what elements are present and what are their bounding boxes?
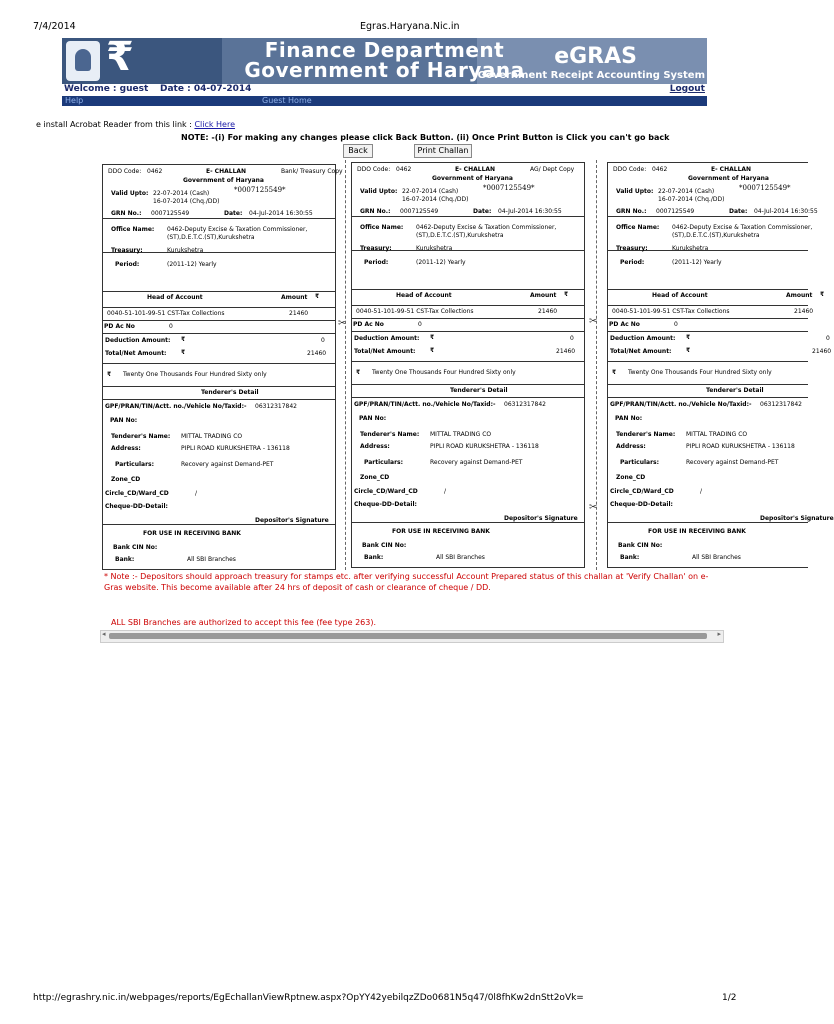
treasury: Kurukshetra — [672, 245, 709, 252]
head-of-account-label: Head of Account — [396, 292, 452, 299]
valid-upto-label: Valid Upto: — [360, 188, 398, 195]
grn-number: 0007125549 — [656, 208, 695, 215]
valid-cash: 22-07-2014 (Cash) — [402, 188, 459, 195]
bank-label: Bank: — [364, 554, 384, 561]
acrobat-text: e install Acrobat Reader from this link : — [36, 120, 195, 129]
tenderer-name: MITTAL TRADING CO — [430, 431, 492, 438]
challan-bank-copy — [102, 164, 343, 570]
challan-title: E- CHALLAN — [455, 166, 496, 173]
head-amount: 21460 — [538, 308, 558, 315]
valid-cash: 22-07-2014 (Cash) — [153, 190, 210, 197]
treasury-label: Treasury: — [360, 245, 392, 252]
pan-label: PAN No: — [359, 415, 387, 422]
deduction-amount: 0 — [826, 335, 830, 342]
pd-account: 0 — [674, 321, 678, 328]
tenderer-name: MITTAL TRADING CO — [686, 431, 748, 438]
period: (2011-12) Yearly — [167, 261, 217, 268]
address: PIPLI ROAD KURUKSHETRA - 136118 — [181, 445, 290, 452]
head-of-account: 0040-51-101-99-51 CST-Tax Collections — [107, 310, 225, 317]
head-of-account: 0040-51-101-99-51 CST-Tax Collections — [612, 308, 730, 315]
rupee-icon: ₹ — [820, 291, 825, 298]
menu-guest-home[interactable]: Guest Home — [262, 96, 312, 105]
current-date: Date : 04-07-2014 — [160, 84, 252, 94]
address-label: Address: — [616, 443, 646, 450]
total-amount: 21460 — [307, 350, 327, 357]
finance-banner — [62, 34, 707, 84]
valid-upto-label: Valid Upto: — [111, 190, 149, 197]
sbi-note: ALL SBI Branches are authorized to accept this fee (fee type 263). — [111, 618, 377, 627]
banner-line1: Finance Department — [264, 38, 505, 62]
menu-bar — [62, 96, 707, 106]
scissor-icon: ✂ — [338, 318, 347, 329]
amount-label: Amount — [530, 292, 557, 299]
pd-account: 0 — [418, 321, 422, 328]
period: (2011-12) Yearly — [416, 259, 466, 266]
treasury-label: Treasury: — [616, 245, 648, 252]
grn-barcode: *0007125549* — [739, 184, 791, 192]
date-label: Date: — [473, 208, 492, 215]
tenderer-name-label: Tenderer's Name: — [360, 431, 420, 438]
acrobat-link[interactable]: Click Here — [194, 120, 236, 129]
head-of-account: 0040-51-101-99-51 CST-Tax Collections — [356, 308, 474, 315]
treasury-label: Treasury: — [111, 247, 143, 254]
head-amount: 21460 — [289, 310, 309, 317]
rupee-icon: ₹ — [107, 371, 112, 378]
back-button[interactable]: Back — [343, 144, 373, 158]
office-label: Office Name: — [616, 224, 660, 231]
address: PIPLI ROAD KURUKSHETRA - 136118 — [430, 443, 539, 450]
challan-date: 04-Jul-2014 16:30:55 — [498, 208, 562, 215]
circle-ward: / — [700, 488, 703, 495]
tenderer-detail-heading: Tenderer's Detail — [201, 389, 259, 396]
bank-cin-label: Bank CIN No: — [362, 542, 407, 549]
depositor-signature: Depositor's Signature — [255, 517, 329, 524]
grn-number: 0007125549 — [400, 208, 439, 215]
menu-help[interactable]: Help — [65, 96, 84, 105]
deduction-amount: 0 — [321, 337, 325, 344]
head-of-account-label: Head of Account — [652, 292, 708, 299]
banner-line2: Government of Haryana — [244, 58, 525, 82]
ddo-code: 0462 — [652, 166, 668, 173]
bank-cin-label: Bank CIN No: — [113, 544, 158, 551]
zone-label: Zone_CD — [111, 476, 141, 483]
pd-label: PD Ac No — [104, 323, 135, 330]
amount-in-words: Twenty One Thousands Four Hundred Sixty only — [123, 371, 267, 378]
amount-in-words: Twenty One Thousands Four Hundred Sixty only — [372, 369, 516, 376]
cheque-label: Cheque-DD-Detail: — [105, 503, 168, 510]
grn-barcode: *0007125549* — [483, 184, 535, 192]
challan-third-copy — [607, 162, 834, 568]
office-name-2: (ST),D.E.T.C.(ST),Kurukshetra — [167, 234, 255, 241]
bank-cin-label: Bank CIN No: — [618, 542, 663, 549]
particulars-label: Particulars: — [364, 459, 404, 466]
grn-number: 0007125549 — [151, 210, 190, 217]
circle-label: Circle_CD/Ward_CD — [354, 488, 418, 495]
acrobat-notice — [36, 120, 235, 129]
tenderer-name-label: Tenderer's Name: — [616, 431, 676, 438]
period-label: Period: — [115, 261, 140, 268]
office-name-2: (ST),D.E.T.C.(ST),Kurukshetra — [672, 232, 760, 239]
rupee-icon: ₹ — [356, 369, 361, 376]
gov-name: Government of Haryana — [432, 175, 513, 182]
bank-label: Bank: — [620, 554, 640, 561]
head-of-account-label: Head of Account — [147, 294, 203, 301]
address-label: Address: — [360, 443, 390, 450]
circle-label: Circle_CD/Ward_CD — [610, 488, 674, 495]
scrollbar-thumb[interactable] — [109, 633, 707, 639]
scissor-icon: ✂ — [589, 502, 598, 513]
gpf-label: GPF/PRAN/TIN/Actt. no./Vehicle No/Taxid:- — [105, 403, 247, 410]
bank-use-heading: FOR USE IN RECEIVING BANK — [143, 530, 241, 537]
particulars: Recovery against Demand-PET — [181, 461, 274, 468]
bank-label: Bank: — [115, 556, 135, 563]
office-name: 0462-Deputy Excise & Taxation Commissioner, — [416, 224, 557, 231]
particulars-label: Particulars: — [115, 461, 155, 468]
cheque-label: Cheque-DD-Detail: — [354, 501, 417, 508]
bank-use-heading: FOR USE IN RECEIVING BANK — [392, 528, 490, 535]
office-label: Office Name: — [360, 224, 404, 231]
welcome-text: Welcome : guest — [64, 84, 149, 94]
valid-chq: 16-07-2014 (Chq./DD) — [153, 198, 220, 205]
depositor-signature: Depositor's Signature — [504, 515, 578, 522]
ddo-code: 0462 — [396, 166, 412, 173]
office-label: Office Name: — [111, 226, 155, 233]
date-label: Date: — [729, 208, 748, 215]
print-site-title: Egras.Haryana.Nic.in — [360, 21, 460, 32]
ddo-code-label: DDO Code: — [108, 168, 142, 175]
ddo-code-label: DDO Code: — [613, 166, 647, 173]
rupee-logo-icon: ₹ — [106, 34, 134, 80]
scroll-right-icon[interactable]: ▸ — [717, 630, 721, 638]
circle-ward: / — [195, 490, 198, 497]
valid-upto-label: Valid Upto: — [616, 188, 654, 195]
pd-label: PD Ac No — [609, 321, 640, 328]
office-name-2: (ST),D.E.T.C.(ST),Kurukshetra — [416, 232, 504, 239]
bank-name: All SBI Branches — [436, 554, 485, 561]
banner-system-name: Government Receipt Accounting System — [477, 70, 705, 81]
notice-text: NOTE: -(i) For making any changes please click Back Button. (ii) Once Print Button is Click you can't go back — [181, 133, 670, 142]
particulars-label: Particulars: — [620, 459, 660, 466]
deduction-label: Deduction Amount: — [610, 335, 676, 342]
period: (2011-12) Yearly — [672, 259, 722, 266]
footer-url: http://egrashry.nic.in/webpages/reports/EgEchallanViewRptnew.aspx?OpYY42yebilqzZDo0681N5q47/0l8fhKw2dnStt2oVk= — [33, 993, 584, 1003]
valid-chq: 16-07-2014 (Chq./DD) — [402, 196, 469, 203]
pan-label: PAN No: — [110, 417, 138, 424]
ddo-code: 0462 — [147, 168, 163, 175]
total-amount: 21460 — [812, 348, 832, 355]
gpf-label: GPF/PRAN/TIN/Actt. no./Vehicle No/Taxid:- — [610, 401, 752, 408]
challan-title: E- CHALLAN — [206, 168, 247, 175]
pd-label: PD Ac No — [353, 321, 384, 328]
rupee-icon: ₹ — [430, 334, 435, 341]
grn-barcode: *0007125549* — [234, 186, 286, 194]
address: PIPLI ROAD KURUKSHETRA - 136118 — [686, 443, 795, 450]
grn-label: GRN No.: — [360, 208, 391, 215]
challan-ag-copy — [351, 162, 585, 568]
depositor-signature: Depositor's Signature — [760, 515, 834, 522]
print-challan-button[interactable]: Print Challan — [414, 144, 472, 158]
copy-label: AG/ Dept Copy — [530, 166, 575, 173]
amount-label: Amount — [786, 292, 813, 299]
deduction-label: Deduction Amount: — [105, 337, 171, 344]
rupee-icon: ₹ — [181, 336, 186, 343]
cut-line — [596, 160, 597, 570]
pd-account: 0 — [169, 323, 173, 330]
rupee-icon: ₹ — [564, 291, 569, 298]
egras-logo: eGRAS — [554, 44, 637, 69]
rupee-icon: ₹ — [612, 369, 617, 376]
circle-label: Circle_CD/Ward_CD — [105, 490, 169, 497]
horizontal-scrollbar[interactable] — [100, 630, 724, 643]
zone-label: Zone_CD — [616, 474, 646, 481]
cheque-label: Cheque-DD-Detail: — [610, 501, 673, 508]
rupee-icon: ₹ — [430, 347, 435, 354]
total-label: Total/Net Amount: — [354, 348, 416, 355]
head-amount: 21460 — [794, 308, 814, 315]
deduction-label: Deduction Amount: — [354, 335, 420, 342]
gpf-number: 06312317842 — [760, 401, 802, 408]
rupee-icon: ₹ — [686, 334, 691, 341]
deduction-amount: 0 — [570, 335, 574, 342]
office-name: 0462-Deputy Excise & Taxation Commissioner, — [167, 226, 308, 233]
copy-label: Bank/ Treasury Copy — [281, 168, 343, 175]
valid-cash: 22-07-2014 (Cash) — [658, 188, 715, 195]
depositor-note: * Note :- Depositors should approach treasury for stamps etc. after verifying successful Account Prepared status of this challan at 'Verify Challan' on e-Gras website. This become available after 24 hrs of deposit of cash or clearance of cheque / DD. — [104, 572, 709, 592]
scissor-icon: ✂ — [589, 316, 598, 327]
tenderer-name: MITTAL TRADING CO — [181, 433, 243, 440]
grn-label: GRN No.: — [616, 208, 647, 215]
period-label: Period: — [620, 259, 645, 266]
office-name: 0462-Deputy Excise & Taxation Commissioner, — [672, 224, 813, 231]
total-amount: 21460 — [556, 348, 576, 355]
rupee-icon: ₹ — [686, 347, 691, 354]
challan-date: 04-Jul-2014 16:30:55 — [754, 208, 818, 215]
zone-label: Zone_CD — [360, 474, 390, 481]
info-bar — [62, 84, 707, 95]
amount-in-words: Twenty One Thousands Four Hundred Sixty only — [628, 369, 772, 376]
cut-line — [345, 160, 346, 570]
tenderer-name-label: Tenderer's Name: — [111, 433, 171, 440]
total-label: Total/Net Amount: — [610, 348, 672, 355]
date-label: Date: — [224, 210, 243, 217]
period-label: Period: — [364, 259, 389, 266]
total-label: Total/Net Amount: — [105, 350, 167, 357]
treasury: Kurukshetra — [167, 247, 204, 254]
ddo-code-label: DDO Code: — [357, 166, 391, 173]
amount-label: Amount — [281, 294, 308, 301]
gpf-label: GPF/PRAN/TIN/Actt. no./Vehicle No/Taxid:- — [354, 401, 496, 408]
address-label: Address: — [111, 445, 141, 452]
tenderer-detail-heading: Tenderer's Detail — [706, 387, 764, 394]
footer-page: 1/2 — [722, 993, 737, 1003]
print-date: 7/4/2014 — [33, 21, 76, 32]
tenderer-detail-heading: Tenderer's Detail — [450, 387, 508, 394]
bank-use-heading: FOR USE IN RECEIVING BANK — [648, 528, 746, 535]
pan-label: PAN No: — [615, 415, 643, 422]
gov-name: Government of Haryana — [183, 177, 264, 184]
gpf-number: 06312317842 — [504, 401, 546, 408]
bank-name: All SBI Branches — [692, 554, 741, 561]
circle-ward: / — [444, 488, 447, 495]
valid-chq: 16-07-2014 (Chq./DD) — [658, 196, 725, 203]
rupee-icon: ₹ — [315, 293, 320, 300]
scroll-left-icon[interactable]: ◂ — [102, 630, 106, 638]
gpf-number: 06312317842 — [255, 403, 297, 410]
challan-date: 04-Jul-2014 16:30:55 — [249, 210, 313, 217]
grn-label: GRN No.: — [111, 210, 142, 217]
particulars: Recovery against Demand-PET — [686, 459, 779, 466]
particulars: Recovery against Demand-PET — [430, 459, 523, 466]
bank-name: All SBI Branches — [187, 556, 236, 563]
gov-name: Government of Haryana — [688, 175, 769, 182]
challan-title: E- CHALLAN — [711, 166, 752, 173]
logout-link[interactable]: Logout — [669, 84, 705, 94]
treasury: Kurukshetra — [416, 245, 453, 252]
rupee-icon: ₹ — [181, 349, 186, 356]
